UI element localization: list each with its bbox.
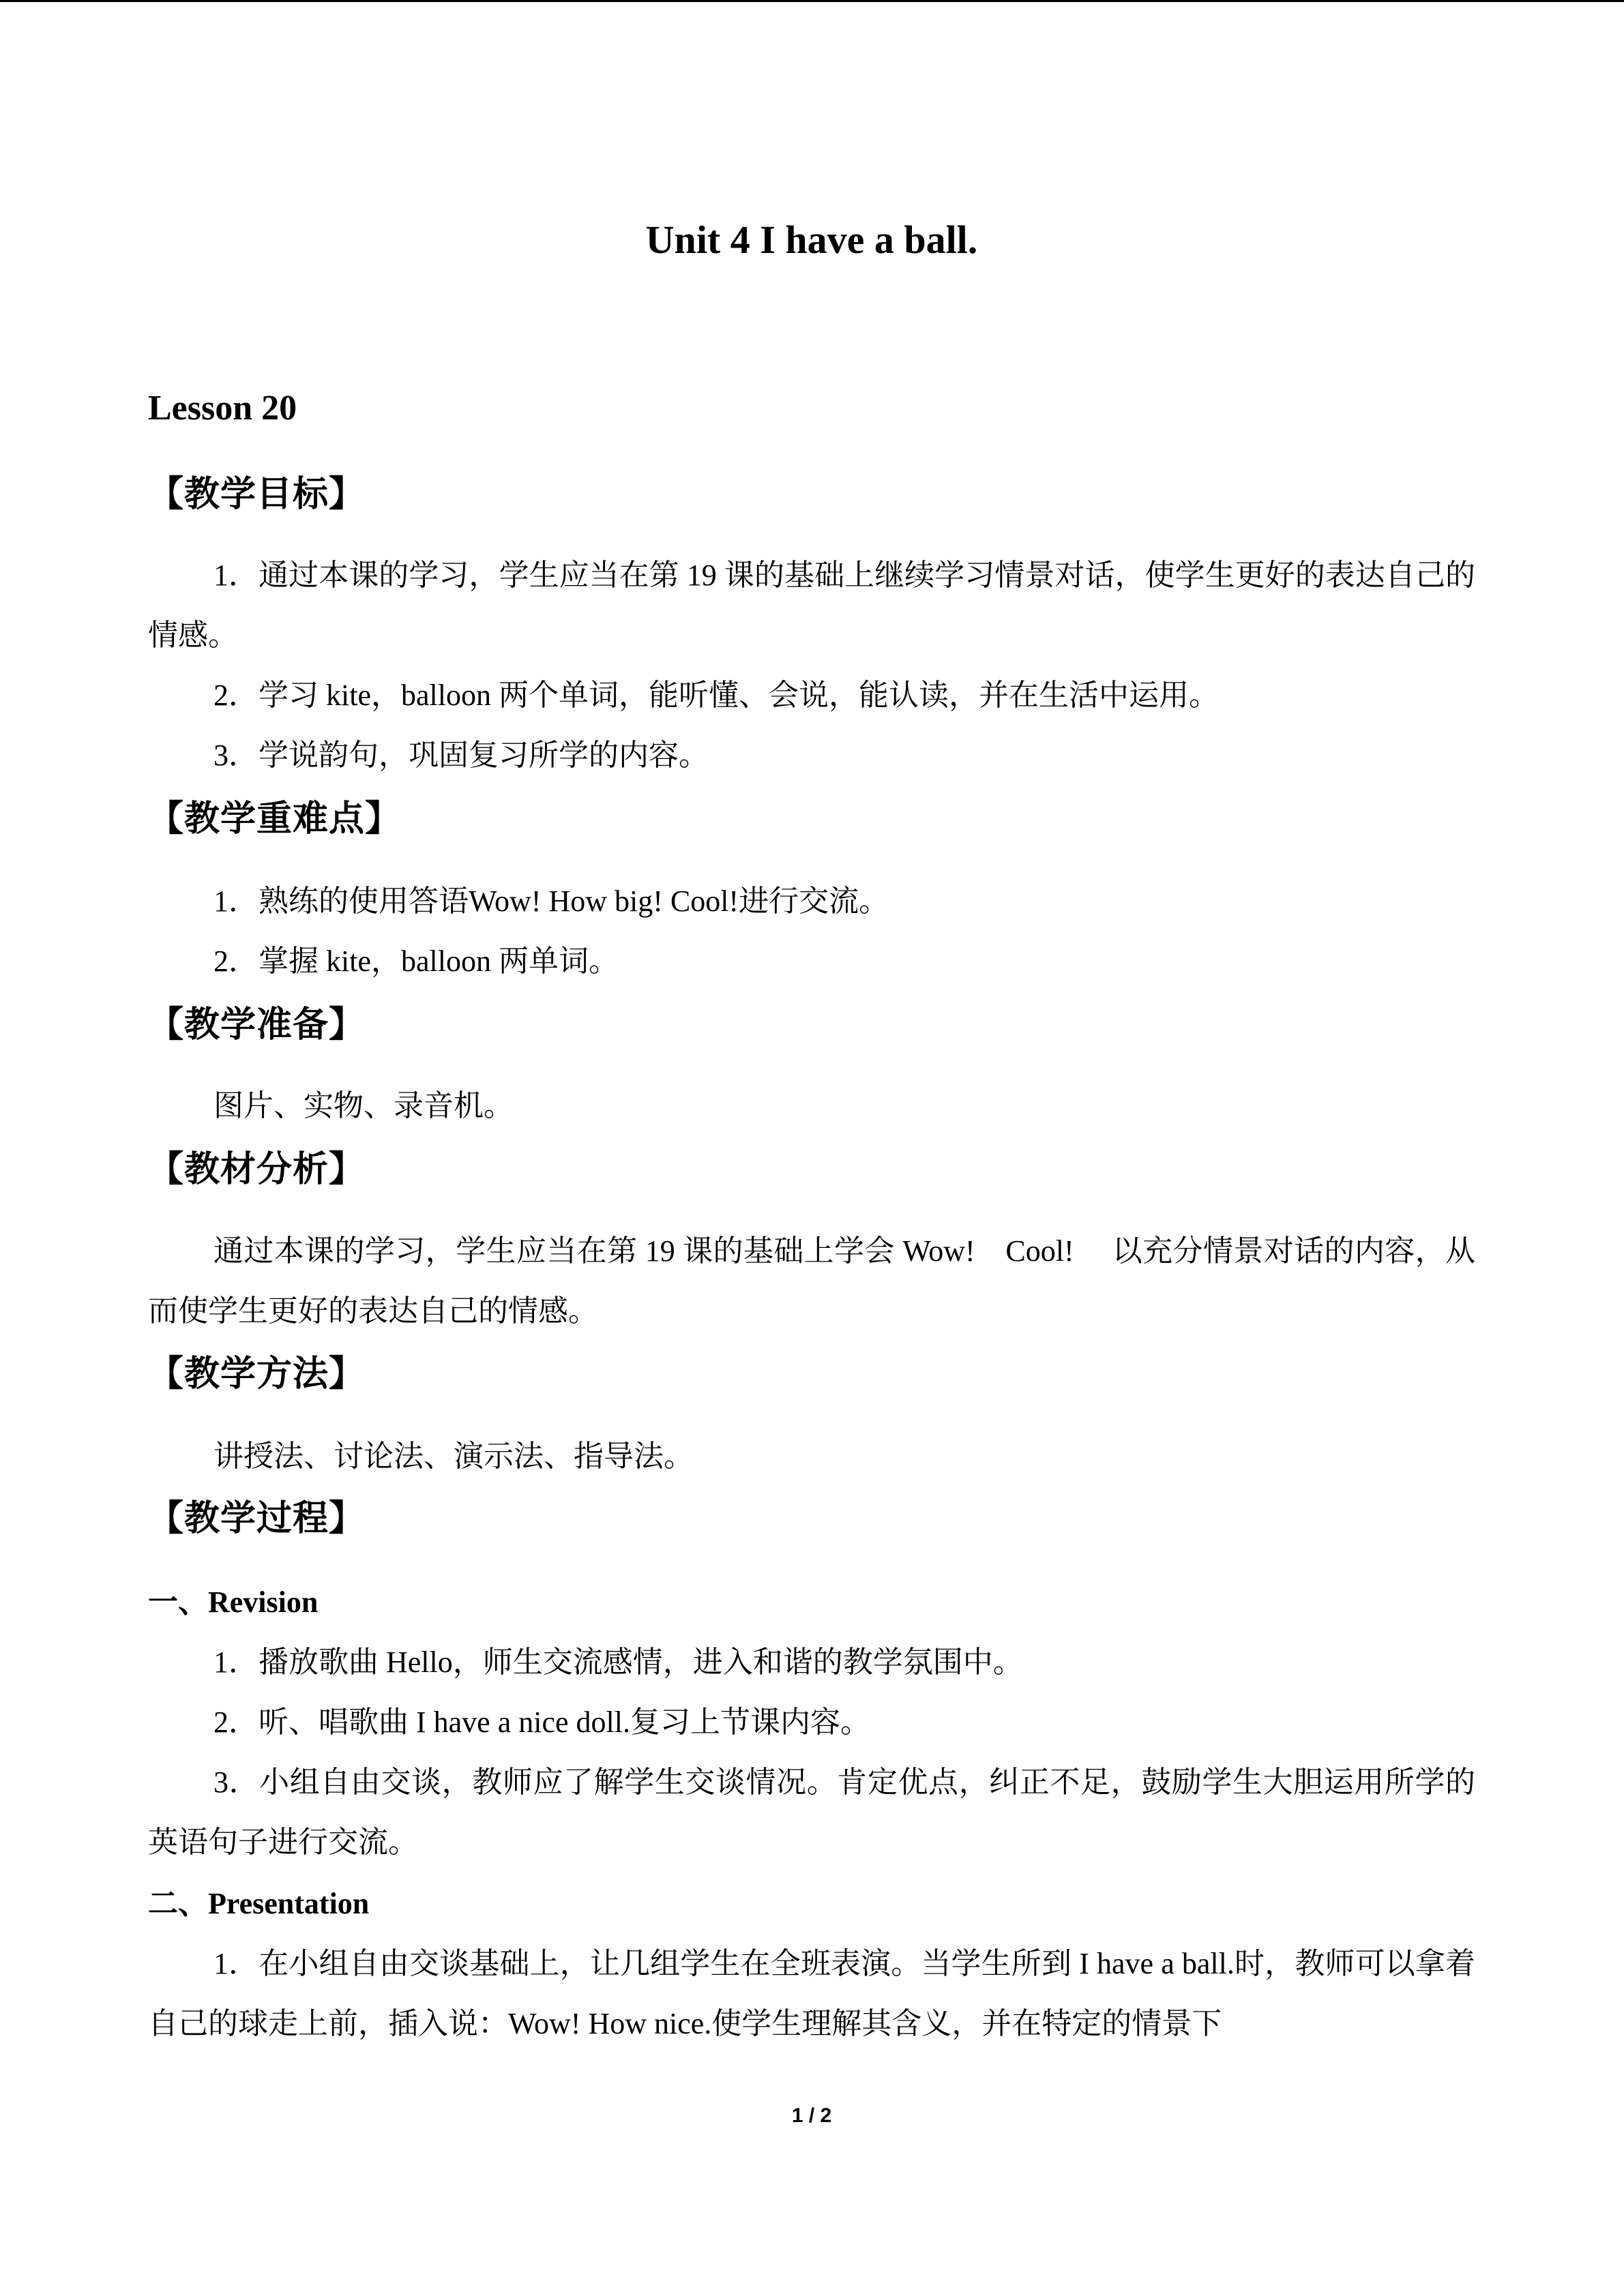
document-title: Unit 4 I have a ball. xyxy=(645,218,978,262)
goals-item-1: 1．通过本课的学习，学生应当在第 19 课的基础上继续学习情景对话，使学生更好的表达自己的情感。 xyxy=(148,558,1475,652)
presentation-item-1: 1．在小组自由交谈基础上，让几组学生在全班表演。当学生所到 I have a ball.时，教师可以拿着自己的球走上前，插入说：Wow! How nice.使学生理解其含义，并在特定的情景下 xyxy=(148,1947,1475,2040)
key-points-item-1: 1．熟练的使用答语Wow! How big! Cool!进行交流。 xyxy=(213,884,889,918)
page-number: 1 / 2 xyxy=(791,2104,832,2127)
lesson-heading: Lesson 20 xyxy=(148,389,297,428)
document-page xyxy=(148,0,1475,2296)
section-heading-process: 【教学过程】 xyxy=(148,1498,366,1539)
revision-heading: 一、Revision xyxy=(148,1585,319,1619)
presentation-heading: 二、Presentation xyxy=(148,1887,370,1920)
section-heading-goals: 【教学目标】 xyxy=(148,474,366,515)
revision-item-1: 1．播放歌曲 Hello，师生交流感情，进入和谐的教学氛围中。 xyxy=(213,1645,1023,1679)
preparation-text: 图片、实物、录音机。 xyxy=(213,1089,514,1122)
revision-item-2: 2．听、唱歌曲 I have a nice doll.复习上节课内容。 xyxy=(213,1705,870,1739)
goals-item-3: 3．学说韵句，巩固复习所学的内容。 xyxy=(213,739,709,772)
section-heading-key-points: 【教学重难点】 xyxy=(148,799,402,839)
analysis-text: 通过本课的学习，学生应当在第 19 课的基础上学会 Wow! Cool! 以充分情景对话的内容，从而使学生更好的表达自己的情感。 xyxy=(148,1234,1475,1328)
section-heading-methods: 【教学方法】 xyxy=(148,1354,366,1395)
key-points-item-2: 2．掌握 kite，balloon 两单词。 xyxy=(213,944,619,978)
goals-item-2: 2．学习 kite，balloon 两个单词，能听懂、会说，能认读，并在生活中运用。 xyxy=(213,679,1219,712)
revision-item-3: 3．小组自由交谈，教师应了解学生交谈情况。肯定优点，纠正不足，鼓励学生大胆运用所学的英语句子进行交流。 xyxy=(148,1765,1475,1859)
section-heading-preparation: 【教学准备】 xyxy=(148,1004,366,1045)
methods-text: 讲授法、讨论法、演示法、指导法。 xyxy=(213,1440,694,1473)
section-heading-analysis: 【教材分析】 xyxy=(148,1149,366,1190)
